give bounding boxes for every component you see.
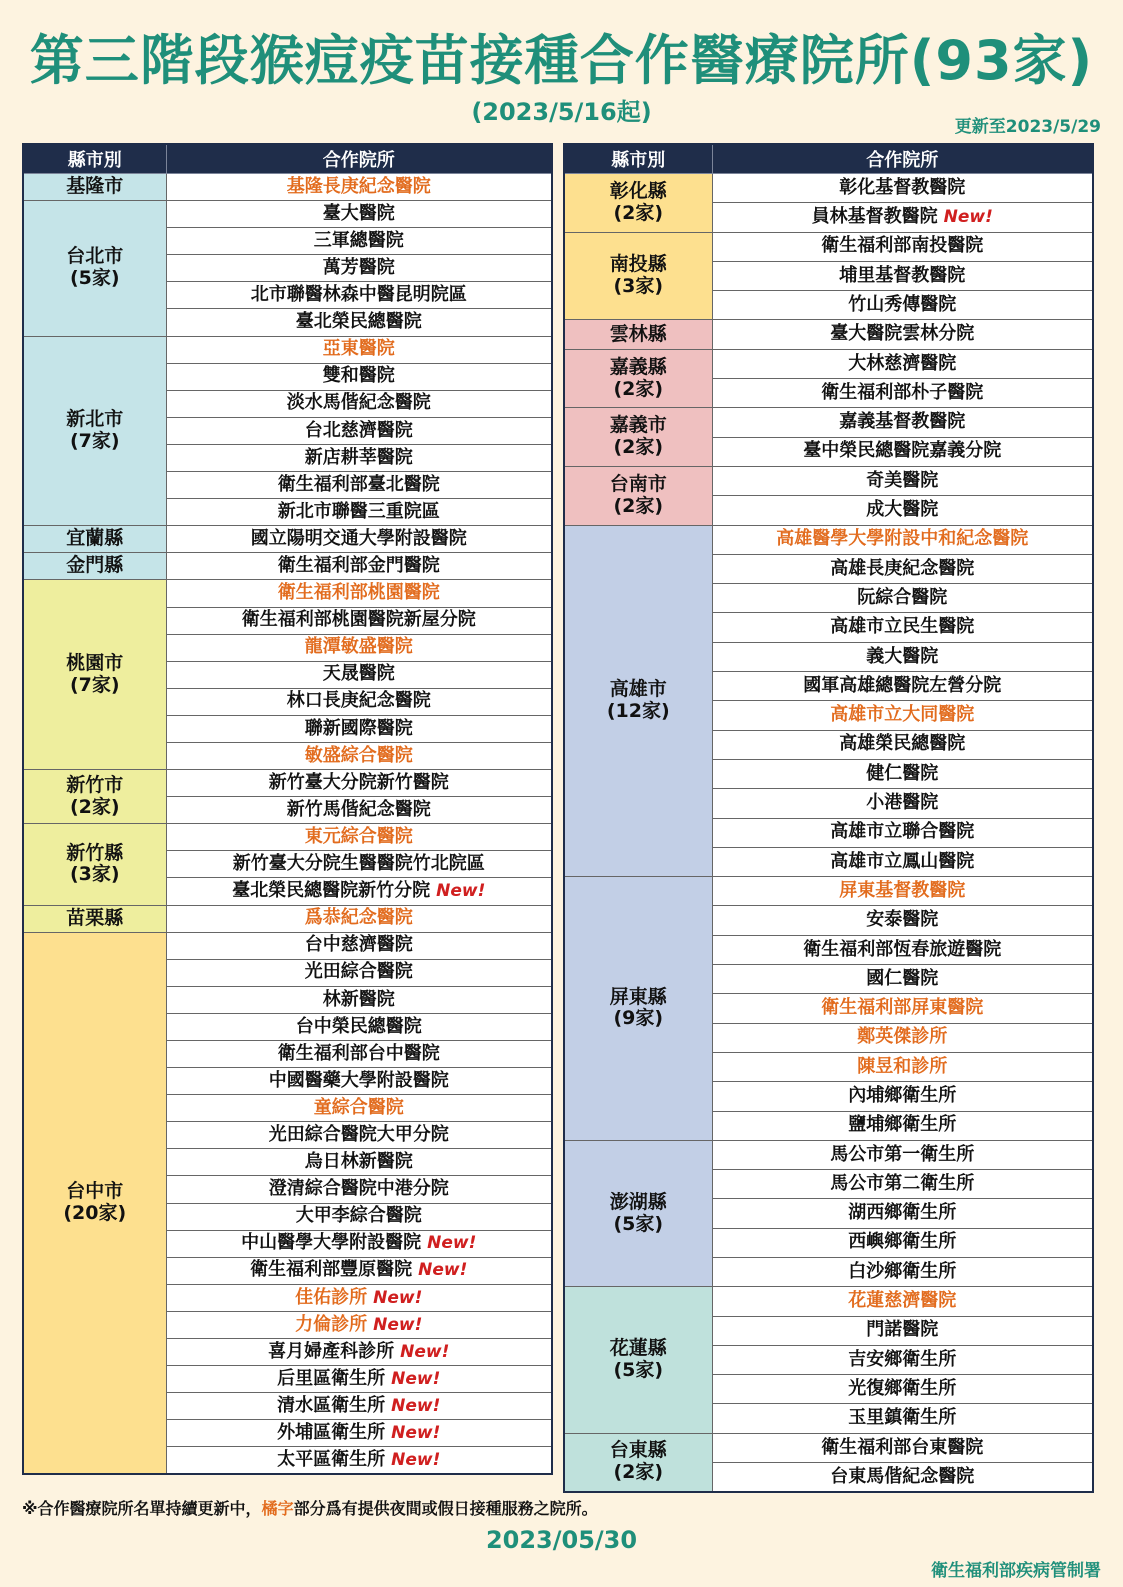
hospital-cell [166, 1366, 552, 1393]
hospital-name: 中國醫藥大學附設醫院 [268, 1069, 449, 1091]
hospital-name: 衛生福利部豐原醫院 [250, 1259, 413, 1281]
new-badge: New! [943, 207, 993, 228]
hospital-cell [166, 1339, 552, 1366]
county-count: (7家) [69, 429, 120, 452]
hospital-name: 新竹馬偕紀念醫院 [286, 798, 431, 820]
county-count: (2家) [69, 795, 120, 818]
hospital-name: 高雄榮民總醫院 [839, 733, 966, 755]
county-name: 台北市 [66, 245, 124, 268]
hospital-name: 門諾醫院 [866, 1319, 939, 1341]
table-row [564, 1433, 1093, 1462]
county-count: (20家) [63, 1201, 127, 1224]
hospital-cell [712, 1082, 1093, 1111]
table-row [23, 553, 552, 580]
hospital-cell [712, 935, 1093, 964]
hospital-name: 高雄市立大同醫院 [830, 704, 975, 726]
footer-date: 2023/05/30 [485, 1526, 638, 1554]
hospital-name: 白沙鄉衛生所 [848, 1260, 957, 1282]
hospital-name: 林口長庚紀念醫院 [286, 690, 431, 712]
hospital-name: 陳昱和診所 [857, 1055, 948, 1077]
hospital-name: 台中榮民總醫院 [295, 1015, 422, 1037]
hospital-cell [712, 320, 1093, 349]
hospital-cell [166, 228, 552, 255]
footnote [22, 1496, 598, 1519]
county-count: (5家) [69, 267, 120, 290]
agency-name: 衛生福利部疾病管制署 [931, 1561, 1101, 1581]
hospital-name: 衛生福利部金門醫院 [277, 555, 440, 577]
table-row [564, 349, 1093, 378]
hospital-cell [166, 1122, 552, 1149]
hospital-name: 臺大醫院 [322, 202, 395, 224]
hospital-cell [166, 444, 552, 471]
hospital-name: 后里區衛生所 [277, 1367, 386, 1389]
hospital-name: 敏盛綜合醫院 [304, 744, 413, 766]
county-column-header: 縣市別 [23, 144, 166, 174]
county-cell [564, 1140, 712, 1286]
hospital-cell [166, 201, 552, 228]
hospital-name: 國仁醫院 [866, 967, 939, 989]
county-name: 新北市 [66, 408, 124, 431]
county-name: 高雄市 [609, 678, 667, 700]
left-hospital-table [22, 143, 553, 1475]
county-cell [23, 526, 166, 553]
county-cell [564, 525, 712, 877]
county-cell [564, 174, 712, 233]
hospital-name: 中山醫學大學附設醫院 [241, 1232, 422, 1254]
county-name: 新竹縣 [66, 841, 124, 864]
hospital-cell [712, 584, 1093, 613]
county-cell [23, 201, 166, 336]
hospital-cell [712, 818, 1093, 847]
hospital-cell [166, 1257, 552, 1284]
county-name: 屏東縣 [609, 985, 667, 1008]
hospital-cell [712, 1023, 1093, 1052]
hospital-cell [166, 282, 552, 309]
hospital-cell [712, 847, 1093, 876]
hospital-name: 衛生福利部桃園醫院 [277, 582, 440, 604]
table-header-row [564, 144, 1093, 174]
hospital-cell [712, 672, 1093, 701]
hospital-column-header: 合作院所 [712, 144, 1093, 174]
hospital-cell [712, 174, 1093, 203]
county-name: 雲林縣 [609, 322, 667, 345]
hospital-cell [166, 715, 552, 742]
hospital-cell [166, 905, 552, 932]
hospital-name: 西嶼鄉衛生所 [848, 1231, 957, 1253]
hospital-cell [166, 1311, 552, 1338]
new-badge: New! [373, 1314, 423, 1335]
hospital-name: 大甲李綜合醫院 [295, 1205, 422, 1227]
hospital-cell [712, 906, 1093, 935]
hospital-cell [166, 1149, 552, 1176]
table-row [23, 336, 552, 363]
new-badge: New! [391, 1368, 441, 1389]
hospital-name: 臺大醫院雲林分院 [830, 323, 975, 345]
hospital-cell [712, 1228, 1093, 1257]
hospital-name: 埔里基督教醫院 [839, 264, 966, 286]
hospital-name: 馬公市第一衛生所 [830, 1143, 975, 1165]
hospital-cell [712, 1433, 1093, 1462]
hospital-name: 臺中榮民總醫院嘉義分院 [803, 440, 1002, 462]
hospital-name: 新竹臺大分院新竹醫院 [268, 771, 449, 793]
hospital-name: 高雄醫學大學附設中和紀念醫院 [776, 528, 1029, 550]
hospital-name: 台東馬偕紀念醫院 [830, 1465, 975, 1487]
hospital-name: 爲恭紀念醫院 [304, 907, 413, 929]
hospital-cell [166, 336, 552, 363]
county-cell [23, 580, 166, 770]
hospital-cell [712, 291, 1093, 320]
hospital-cell [712, 261, 1093, 290]
hospital-name: 鄭英傑診所 [857, 1026, 948, 1048]
table-row [564, 1140, 1093, 1169]
hospital-name: 新竹臺大分院生醫醫院竹北院區 [232, 853, 485, 875]
table-row [564, 232, 1093, 261]
county-name: 澎湖縣 [609, 1190, 667, 1213]
hospital-cell [166, 1176, 552, 1203]
hospital-cell [166, 255, 552, 282]
hospital-name: 馬公市第二衛生所 [830, 1172, 975, 1194]
hospital-name: 力倫診所 [295, 1313, 368, 1335]
hospital-name: 三軍總醫院 [313, 229, 404, 251]
hospital-cell [712, 1345, 1093, 1374]
table-row [23, 580, 552, 607]
hospital-cell [712, 1052, 1093, 1081]
hospital-name: 高雄市立民生醫院 [830, 616, 975, 638]
county-name: 桃園市 [66, 651, 124, 674]
new-badge: New! [391, 1395, 441, 1416]
county-cell [23, 824, 166, 905]
county-count: (7家) [69, 673, 120, 696]
table-row [23, 174, 552, 201]
new-badge: New! [391, 1449, 441, 1470]
hospital-name: 內埔鄉衛生所 [848, 1085, 957, 1106]
hospital-cell [712, 554, 1093, 583]
hospital-name: 外埔區衛生所 [277, 1422, 386, 1444]
hospital-cell [712, 701, 1093, 730]
hospital-cell [166, 634, 552, 661]
hospital-name: 光田綜合醫院 [304, 961, 413, 983]
hospital-name: 高雄市立鳳山醫院 [830, 850, 975, 872]
hospital-name: 奇美醫院 [866, 469, 939, 491]
hospital-cell [166, 580, 552, 607]
county-cell [23, 905, 166, 932]
county-count: (2家) [613, 494, 664, 517]
hospital-cell [712, 1404, 1093, 1433]
county-cell [23, 932, 166, 1474]
hospital-name: 喜月婦產科診所 [268, 1340, 395, 1362]
county-count: (9家) [613, 1007, 664, 1030]
new-badge: New! [400, 1341, 450, 1362]
hospital-column-header: 合作院所 [166, 144, 552, 174]
county-name: 苗栗縣 [66, 906, 124, 929]
hospital-cell [712, 408, 1093, 437]
hospital-cell [712, 759, 1093, 788]
hospital-cell [712, 1140, 1093, 1169]
hospital-cell [712, 1111, 1093, 1140]
hospital-cell [712, 1375, 1093, 1404]
county-cell [564, 466, 712, 525]
table-row [564, 877, 1093, 906]
hospital-name: 萬芳醫院 [322, 256, 395, 278]
county-cell [564, 1433, 712, 1492]
hospital-name: 員林基督教醫院 [811, 206, 938, 228]
county-name: 台東縣 [609, 1439, 667, 1462]
county-count: (2家) [613, 201, 664, 224]
hospital-cell [166, 1013, 552, 1040]
hospital-name: 新店耕莘醫院 [304, 446, 413, 468]
hospital-name: 高雄市立聯合醫院 [830, 821, 975, 843]
hospital-cell [166, 390, 552, 417]
hospital-cell [166, 932, 552, 959]
footnote-orange-word: 橘字 [261, 1499, 294, 1518]
hospital-cell [166, 959, 552, 986]
county-count: (2家) [613, 436, 664, 459]
hospital-cell [166, 1068, 552, 1095]
hospital-cell [712, 379, 1093, 408]
hospital-cell [712, 496, 1093, 525]
hospital-name: 臺北榮民總醫院新竹分院 [232, 880, 431, 902]
hospital-name: 衛生福利部桃園醫院新屋分院 [241, 609, 476, 631]
hospital-name: 湖西鄉衛生所 [848, 1202, 957, 1224]
hospital-cell [712, 1257, 1093, 1286]
new-badge: New! [436, 881, 486, 902]
hospital-cell [166, 1447, 552, 1474]
hospital-name: 童綜合醫院 [313, 1096, 404, 1118]
county-cell [23, 553, 166, 580]
hospital-name: 清水區衛生所 [277, 1394, 386, 1416]
hospital-name: 大林慈濟醫院 [848, 352, 957, 374]
hospital-name: 彰化基督教醫院 [839, 176, 966, 198]
hospital-cell [712, 877, 1093, 906]
hospital-cell [166, 770, 552, 797]
county-name: 彰化縣 [609, 179, 667, 202]
hospital-name: 衛生福利部屏東醫院 [821, 997, 984, 1019]
hospital-cell [712, 965, 1093, 994]
table-row [564, 320, 1093, 349]
county-count: (5家) [613, 1359, 664, 1382]
hospital-name: 小港醫院 [866, 792, 939, 814]
hospital-cell [712, 1170, 1093, 1199]
hospital-name: 衛生福利部台東醫院 [821, 1436, 984, 1458]
hospital-name: 衛生福利部恆春旅遊醫院 [803, 938, 1002, 960]
hospital-name: 臺北榮民總醫院 [295, 311, 422, 333]
table-header-row [23, 144, 552, 174]
county-cell [564, 1287, 712, 1433]
hospital-cell [166, 661, 552, 688]
hospital-name: 基隆長庚紀念醫院 [286, 175, 431, 197]
hospital-name: 佳佑診所 [295, 1286, 368, 1308]
table-row [23, 905, 552, 932]
county-name: 台南市 [609, 472, 667, 495]
hospital-cell [166, 986, 552, 1013]
hospital-name: 成大醫院 [866, 499, 939, 521]
hospital-name: 太平區衛生所 [277, 1448, 386, 1470]
hospital-cell [712, 203, 1093, 232]
hospital-name: 台中慈濟醫院 [304, 934, 413, 956]
hospital-name: 東元綜合醫院 [304, 825, 413, 847]
county-name: 台中市 [66, 1179, 124, 1202]
hospital-cell [166, 1393, 552, 1420]
hospital-name: 亞東醫院 [322, 338, 395, 360]
table-row [564, 1287, 1093, 1316]
county-cell [564, 877, 712, 1141]
table-row [23, 526, 552, 553]
county-count: (5家) [613, 1212, 664, 1235]
hospital-name: 玉里鎮衛生所 [848, 1407, 957, 1429]
county-cell [564, 320, 712, 349]
new-badge: New! [418, 1260, 468, 1281]
county-cell [23, 770, 166, 824]
hospital-name: 衛生福利部台中醫院 [277, 1042, 440, 1064]
hospital-name: 新北市聯醫三重院區 [277, 500, 440, 522]
hospital-name: 高雄長庚紀念醫院 [830, 557, 975, 579]
hospital-cell [166, 824, 552, 851]
hospital-cell [166, 607, 552, 634]
hospital-name: 竹山秀傳醫院 [848, 293, 957, 315]
hospital-cell [712, 525, 1093, 554]
hospital-name: 安泰醫院 [866, 909, 939, 931]
hospital-name: 光田綜合醫院大甲分院 [268, 1123, 449, 1145]
county-count: (12家) [606, 699, 670, 722]
page-title: 第三階段猴痘疫苗接種合作醫療院所(93家) [29, 29, 1094, 92]
hospital-name: 烏日林新醫院 [304, 1151, 413, 1173]
hospital-cell [712, 994, 1093, 1023]
hospital-name: 龍潭敏盛醫院 [304, 636, 413, 658]
footnote-suffix: 部分爲有提供夜間或假日接種服務之院所。 [293, 1499, 598, 1518]
hospital-cell [712, 789, 1093, 818]
new-badge: New! [427, 1233, 477, 1254]
hospital-name: 花蓮慈濟醫院 [848, 1290, 957, 1312]
hospital-cell [166, 1230, 552, 1257]
hospital-cell [166, 688, 552, 715]
hospital-name: 健仁醫院 [866, 762, 939, 784]
hospital-name: 吉安鄉衛生所 [848, 1348, 957, 1370]
hospital-cell [166, 472, 552, 499]
hospital-cell [166, 499, 552, 526]
hospital-name: 聯新國際醫院 [304, 717, 413, 739]
county-cell [23, 174, 166, 201]
hospital-cell [712, 1316, 1093, 1345]
table-row [23, 824, 552, 851]
hospital-cell [166, 1420, 552, 1447]
hospital-cell [712, 613, 1093, 642]
hospital-cell [166, 309, 552, 336]
hospital-name: 國立陽明交通大學附設醫院 [250, 527, 467, 549]
hospital-cell [166, 174, 552, 201]
table-row [564, 408, 1093, 437]
hospital-cell [712, 1463, 1093, 1492]
page-subtitle: (2023/5/16起) [471, 98, 652, 126]
county-count: (3家) [613, 275, 664, 298]
hospital-cell [166, 553, 552, 580]
table-row [564, 466, 1093, 495]
hospital-name: 衛生福利部南投醫院 [821, 235, 984, 257]
new-badge: New! [373, 1287, 423, 1308]
hospital-cell [712, 232, 1093, 261]
hospital-cell [166, 742, 552, 769]
hospital-name: 嘉義基督教醫院 [839, 411, 966, 433]
hospital-name: 阮綜合醫院 [857, 586, 948, 608]
hospital-cell [166, 851, 552, 878]
hospital-cell [166, 1284, 552, 1311]
hospital-cell [166, 1095, 552, 1122]
hospital-name: 鹽埔鄉衛生所 [848, 1114, 957, 1136]
hospital-cell [166, 363, 552, 390]
county-name: 嘉義市 [609, 414, 667, 437]
hospital-cell [166, 417, 552, 444]
hospital-name: 台北慈濟醫院 [304, 419, 413, 441]
hospital-name: 屏東基督教醫院 [839, 879, 966, 901]
table-row [23, 201, 552, 228]
hospital-name: 衛生福利部朴子醫院 [821, 381, 984, 403]
hospital-name: 淡水馬偕紀念醫院 [286, 392, 431, 414]
county-count: (2家) [613, 377, 664, 400]
hospital-name: 衛生福利部臺北醫院 [277, 473, 440, 495]
footnote-prefix: ※合作醫療院所名單持續更新中， [22, 1499, 262, 1518]
right-hospital-table [563, 143, 1094, 1493]
hospital-cell [166, 797, 552, 824]
table-row [23, 932, 552, 959]
hospital-cell [712, 466, 1093, 495]
hospital-name: 天晟醫院 [322, 663, 395, 685]
hospital-name: 國軍高雄總醫院左營分院 [803, 674, 1002, 696]
county-cell [564, 349, 712, 408]
county-name: 宜蘭縣 [66, 527, 124, 550]
new-badge: New! [391, 1423, 441, 1444]
hospital-cell [166, 1203, 552, 1230]
hospital-name: 義大醫院 [866, 645, 939, 667]
hospital-name: 林新醫院 [322, 988, 395, 1010]
county-cell [23, 336, 166, 526]
hospital-cell [712, 437, 1093, 466]
hospital-cell [712, 1287, 1093, 1316]
hospital-cell [712, 642, 1093, 671]
county-count: (3家) [69, 863, 120, 886]
table-row [564, 174, 1093, 203]
county-name: 南投縣 [609, 253, 667, 276]
hospital-cell [712, 730, 1093, 759]
table-row [564, 525, 1093, 554]
hospital-cell [166, 526, 552, 553]
hospital-name: 光復鄉衛生所 [848, 1377, 957, 1399]
hospital-cell [712, 349, 1093, 378]
county-count: (2家) [613, 1461, 664, 1484]
hospital-name: 雙和醫院 [322, 365, 395, 387]
hospital-name: 澄清綜合醫院中港分院 [268, 1178, 449, 1200]
hospital-cell [166, 1041, 552, 1068]
update-date: 更新至2023/5/29 [954, 117, 1101, 137]
county-cell [564, 232, 712, 320]
county-name: 嘉義縣 [609, 355, 667, 378]
county-name: 新竹市 [66, 773, 124, 796]
county-column-header: 縣市別 [564, 144, 712, 174]
county-name: 基隆市 [66, 175, 124, 198]
hospital-cell [712, 1199, 1093, 1228]
county-name: 金門縣 [66, 554, 124, 577]
county-cell [564, 408, 712, 467]
county-name: 花蓮縣 [609, 1337, 667, 1360]
hospital-name: 北市聯醫林森中醫昆明院區 [250, 284, 467, 306]
table-row [23, 770, 552, 797]
hospital-cell [166, 878, 552, 905]
